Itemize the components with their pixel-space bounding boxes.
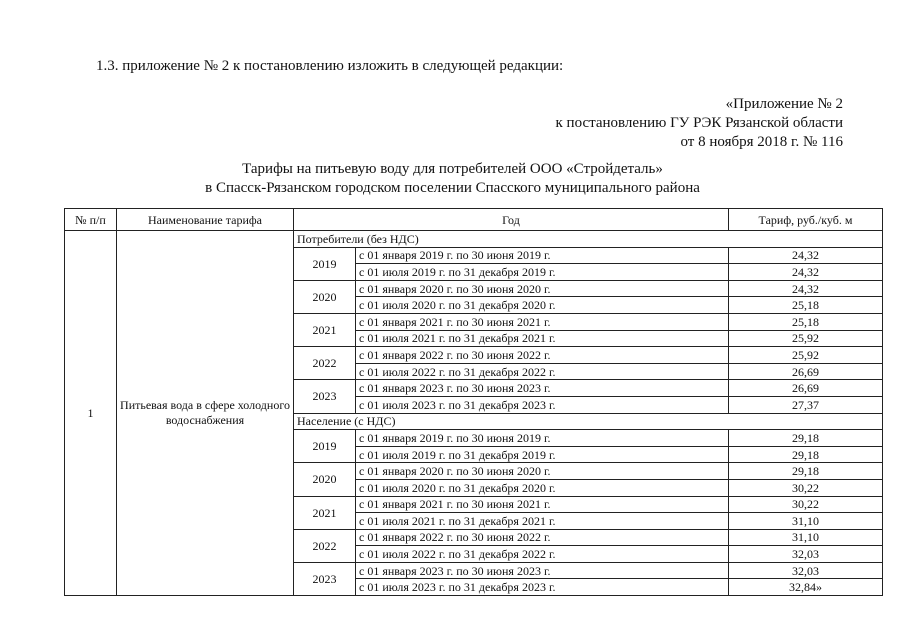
year-cell: 2019 [294,430,356,463]
period-cell: с 01 января 2019 г. по 30 июня 2019 г. [356,430,729,447]
period-cell: с 01 июля 2023 г. по 31 декабря 2023 г. [356,396,729,413]
period-cell: с 01 января 2019 г. по 30 июня 2019 г. [356,247,729,264]
table-header-row [65,209,883,231]
tariff-value: 29,18 [729,430,883,447]
tariff-name: Питьевая вода в сфере холодного водоснабжения [117,231,294,596]
period-cell: с 01 июля 2019 г. по 31 декабря 2019 г. [356,446,729,463]
tariff-value: 26,69 [729,363,883,380]
tariff-value: 25,92 [729,330,883,347]
tariff-value: 24,32 [729,247,883,264]
tariff-value: 32,84» [729,579,883,596]
intro-paragraph: 1.3. приложение № 2 к постановлению изложить в следующей редакции: [96,58,564,74]
period-cell: с 01 июля 2021 г. по 31 декабря 2021 г. [356,330,729,347]
period-cell: с 01 января 2021 г. по 30 июня 2021 г. [356,313,729,330]
period-cell: с 01 января 2020 г. по 30 июня 2020 г. [356,463,729,480]
period-cell: с 01 июля 2020 г. по 31 декабря 2020 г. [356,479,729,496]
table-body [65,231,883,596]
tariff-value: 29,18 [729,446,883,463]
year-cell: 2020 [294,280,356,313]
appendix-header [556,95,843,152]
period-cell: с 01 января 2021 г. по 30 июня 2021 г. [356,496,729,513]
tariff-value: 29,18 [729,463,883,480]
row-number: 1 [65,231,117,596]
period-cell: с 01 января 2022 г. по 30 июня 2022 г. [356,529,729,546]
group-row [65,231,883,248]
header-year: Год [294,209,729,231]
appendix-line: к постановлению ГУ РЭК Рязанской области [555,115,843,131]
tariff-value: 26,69 [729,380,883,397]
year-cell: 2021 [294,313,356,346]
document-title [0,160,905,198]
group-label: Население (с НДС) [294,413,883,430]
tariff-value: 30,22 [729,479,883,496]
period-cell: с 01 января 2023 г. по 30 июня 2023 г. [356,562,729,579]
year-cell: 2022 [294,347,356,380]
tariff-value: 30,22 [729,496,883,513]
appendix-line: от 8 ноября 2018 г. № 116 [680,134,843,150]
period-cell: с 01 июля 2023 г. по 31 декабря 2023 г. [356,579,729,596]
period-cell: с 01 июля 2022 г. по 31 декабря 2022 г. [356,546,729,563]
tariff-value: 25,18 [729,313,883,330]
appendix-line: «Приложение № 2 [725,96,843,112]
year-cell: 2021 [294,496,356,529]
tariff-value: 25,18 [729,297,883,314]
tariff-value: 32,03 [729,562,883,579]
tariff-value: 25,92 [729,347,883,364]
year-cell: 2023 [294,562,356,595]
header-tariff: Тариф, руб./куб. м [729,209,883,231]
tariff-value: 31,10 [729,513,883,530]
tariff-value: 24,32 [729,264,883,281]
tariff-value: 24,32 [729,280,883,297]
tariff-value: 32,03 [729,546,883,563]
title-line: в Спасск-Рязанском городском поселении Спасского муниципального района [205,180,700,196]
year-cell: 2022 [294,529,356,562]
period-cell: с 01 июля 2022 г. по 31 декабря 2022 г. [356,363,729,380]
title-line: Тарифы на питьевую воду для потребителей ООО «Стройдеталь» [242,161,663,177]
period-cell: с 01 июля 2019 г. по 31 декабря 2019 г. [356,264,729,281]
tariff-table [64,208,883,596]
period-cell: с 01 января 2023 г. по 30 июня 2023 г. [356,380,729,397]
tariff-value: 27,37 [729,396,883,413]
period-cell: с 01 июля 2020 г. по 31 декабря 2020 г. [356,297,729,314]
year-cell: 2020 [294,463,356,496]
period-cell: с 01 января 2020 г. по 30 июня 2020 г. [356,280,729,297]
tariff-value: 31,10 [729,529,883,546]
period-cell: с 01 января 2022 г. по 30 июня 2022 г. [356,347,729,364]
header-num: № п/п [65,209,117,231]
year-cell: 2023 [294,380,356,413]
header-name: Наименование тарифа [117,209,294,231]
period-cell: с 01 июля 2021 г. по 31 декабря 2021 г. [356,513,729,530]
group-label: Потребители (без НДС) [294,231,883,248]
year-cell: 2019 [294,247,356,280]
